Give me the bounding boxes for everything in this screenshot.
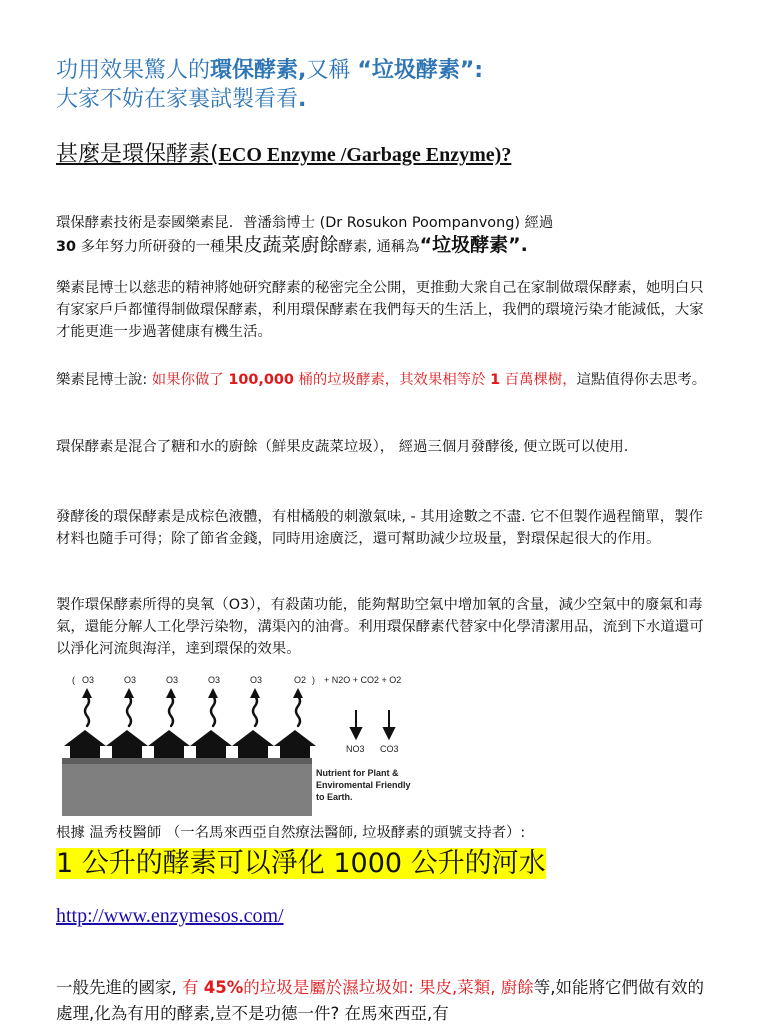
up-arrow-icon	[250, 688, 260, 698]
enzymesos-link[interactable]: http://www.enzymesos.com/	[56, 905, 284, 927]
paragraph-open-secret: 樂素昆博士以慈悲的精神將她研究酵素的秘密完全公開，更推動大衆自己在家制做環保酵素，她明白只有家家戶戶都懂得制做環保酵素，利用環保酵素在我們每天的生活上，我們的環境污染才能減低，大家才能更進一步過著健康有機生活。	[56, 280, 704, 340]
ozone-label: O3	[166, 675, 179, 685]
house-icon	[106, 730, 148, 758]
paragraph-fermented: 發酵後的環保酵素是成棕色液體，有柑橘般的刺激氣味, - 其用途數之不盡. 它不但製作過程簡單，製作材料也隨手可得；除了節省金錢，同時用途廣泛，還可幫助減少垃圾量，對環保起很大的作用。	[56, 509, 703, 547]
ozone-label: O3	[250, 675, 263, 685]
house-icon	[232, 730, 274, 758]
rising-wave-icon	[211, 696, 215, 726]
ozone-label: O3	[124, 675, 137, 685]
up-arrow-icon	[82, 688, 92, 698]
diagram-formula: + N2O + CO2 + O2	[324, 675, 402, 685]
paragraph-intro: 環保酵素技術是泰國樂素昆．普潘翁博士 (Dr Rosukon Poompanvong) 經過 30 多年努力所研發的一種果皮蔬菜廚餘酵素, 通稱為“垃圾酵素”.	[56, 215, 554, 256]
website-link-row	[56, 901, 716, 930]
rising-wave-icon	[85, 696, 89, 726]
rising-wave-icon	[253, 696, 257, 726]
carbonate-label: CO3	[380, 744, 399, 754]
paragraph-ozone: 製作環保酵素所得的臭氧（O3），有殺菌功能，能夠幫助空氣中增加氧的含量，減少空氣中的廢氣和毒氣，還能分解人工化學污染物，溝渠內的油膏。利用環保酵素代替家中化學清潔用品，流到下水道還可以淨化河流與海洋，達到環保的效果。	[56, 597, 704, 657]
up-arrow-icon	[293, 688, 303, 698]
citation: 根據 温秀枝醫師 （一名馬來西亞自然療法醫師, 垃圾酵素的頭號支持者）:	[56, 825, 526, 841]
up-arrow-icon	[208, 688, 218, 698]
caption-line: Nutrient for Plant &	[316, 768, 399, 778]
rising-wave-icon	[169, 696, 173, 726]
ozone-label: O3	[82, 675, 95, 685]
oxygen-label: O2	[294, 675, 307, 685]
house-icon	[64, 730, 106, 758]
ozone-diagram	[62, 668, 442, 816]
house-icon	[148, 730, 190, 758]
rising-wave-icon	[296, 696, 300, 726]
headline-line-2: 大家不妨在家裏試製看看.	[56, 87, 307, 112]
rising-wave-icon	[127, 696, 131, 726]
headline-line-1: 功用效果驚人的環保酵素,又稱 “垃圾酵素”:	[56, 58, 484, 83]
paragraph-mixture: 環保酵素是混合了糖和水的廚餘（鮮果皮蔬菜垃圾）， 經過三個月發酵後, 便立既可以使用.	[56, 439, 629, 455]
house-icon	[190, 730, 232, 758]
section-title: 甚麼是環保酵素(ECO Enzyme /Garbage Enzyme)?	[56, 142, 512, 167]
up-arrow-icon	[124, 688, 134, 698]
highlight-statement: 1 公升的酵素可以淨化 1000 公升的河水	[56, 848, 546, 879]
nitrate-label: NO3	[346, 744, 365, 754]
ozone-label: O3	[208, 675, 221, 685]
diagram-close-paren: )	[312, 675, 315, 685]
house-icon	[274, 730, 316, 758]
down-arrow-icon	[384, 728, 394, 738]
down-arrow-icon	[351, 728, 361, 738]
up-arrow-icon	[166, 688, 176, 698]
caption-line: Enviromental Friendly	[316, 780, 411, 790]
paragraph-quote: 樂素昆博士說: 如果你做了 100,000 桶的垃圾酵素，其效果相等於 1 百萬棵樹，這點值得你去思考。	[56, 372, 707, 388]
diagram-open-paren: (	[72, 675, 75, 685]
headline	[56, 56, 716, 114]
caption-line: to Earth.	[316, 792, 353, 802]
paragraph-wet-waste: 一般先進的國家, 有 45%的垃圾是屬於濕垃圾如: 果皮,菜類, 廚餘等,如能將它們做有效的處理,化為有用的酵素,豈不是功德一件? 在馬來西亞,有	[56, 978, 705, 1023]
